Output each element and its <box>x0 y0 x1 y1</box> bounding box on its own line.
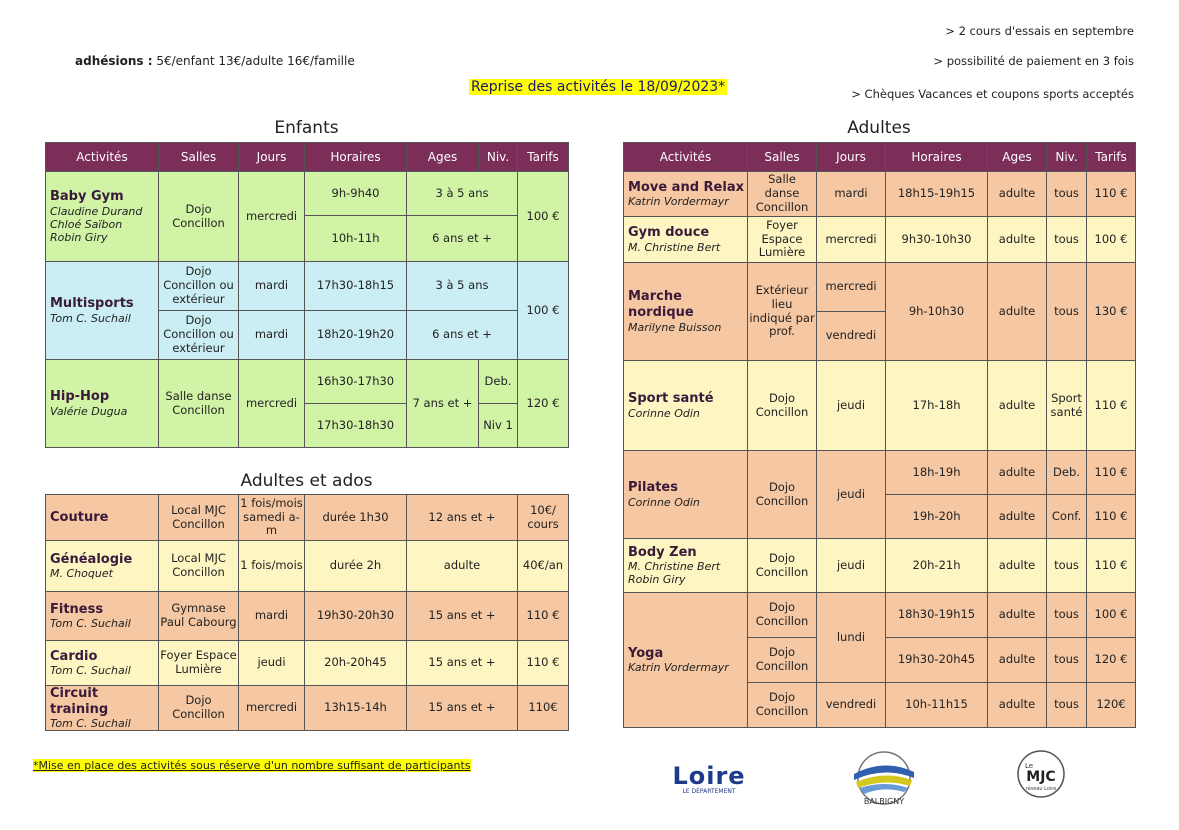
salle-cell: Dojo Concillon <box>748 539 817 593</box>
age-cell: adulte <box>407 541 518 592</box>
activity-persons: Tom C. Suchail <box>50 717 131 731</box>
age-cell: 3 à 5 ans <box>407 262 518 311</box>
ados-title: Adultes et ados <box>240 471 373 491</box>
col-tarifs: Tarifs <box>1087 143 1136 172</box>
activity-cell <box>46 172 159 262</box>
activity-name: Circuit training <box>50 686 109 717</box>
activity-cell <box>46 495 159 541</box>
age-cell: 15 ans et + <box>407 641 518 686</box>
mjc-logo-text: MJC <box>1026 769 1056 785</box>
reprise-banner: Reprise des activités le 18/09/2023* <box>471 79 726 95</box>
mjc-logo-le: Le <box>1025 762 1034 770</box>
horaire-cell: 13h15-14h <box>305 686 407 731</box>
horaire-cell: 18h15-19h15 <box>886 172 988 217</box>
age-cell: adulte <box>988 638 1047 683</box>
horaire-cell: 10h-11h <box>305 216 407 262</box>
tarif-cell: 110 € <box>1087 539 1136 593</box>
jour-cell: jeudi <box>817 361 886 451</box>
age-cell: adulte <box>988 451 1047 495</box>
col-activites: Activités <box>624 143 748 172</box>
balbigny-logo-wave-lightblue <box>860 784 908 794</box>
tarif-cell: 40€/an <box>518 541 569 592</box>
tarif-cell: 130 € <box>1087 263 1136 361</box>
horaire-cell: 17h30-18h15 <box>305 262 407 311</box>
salle-cell: Local MJC Concillon <box>159 541 239 592</box>
col-ages: Ages <box>407 143 479 172</box>
salle-cell: Dojo Concillon ou extérieur <box>159 262 239 311</box>
activity-persons: Claudine Durand Chloé Saïbon Robin Giry <box>50 204 143 244</box>
activity-persons: Tom C. Suchail <box>50 311 131 325</box>
activity-name: Cardio <box>50 648 98 664</box>
niv-cell: tous <box>1047 217 1087 263</box>
tarif-cell: 100 € <box>518 172 569 262</box>
niv-cell: tous <box>1047 683 1087 728</box>
col-jours: Jours <box>817 143 886 172</box>
age-cell: adulte <box>988 172 1047 217</box>
jour-cell: mardi <box>239 592 305 641</box>
activity-name: Généalogie <box>50 551 133 567</box>
age-cell: 3 à 5 ans <box>407 172 518 216</box>
table-row <box>46 641 569 686</box>
table-row <box>624 361 1136 451</box>
table-row <box>46 495 569 541</box>
ados-table <box>45 494 569 731</box>
mjc-logo <box>1010 748 1072 800</box>
activity-name: Baby Gym <box>50 188 124 204</box>
niv-cell: Deb. <box>479 360 518 404</box>
salle-cell: Extérieur lieu indiqué par prof. <box>748 263 817 361</box>
salle-cell: Dojo Concillon <box>748 451 817 539</box>
activity-name: Pilates <box>628 480 678 496</box>
niv-cell: tous <box>1047 539 1087 593</box>
salle-cell: Gymnase Paul Cabourg <box>159 592 239 641</box>
horaire-cell: 18h30-19h15 <box>886 593 988 638</box>
age-cell: 15 ans et + <box>407 686 518 731</box>
jour-cell: jeudi <box>239 641 305 686</box>
salle-cell: Local MJC Concillon <box>159 495 239 541</box>
niv-cell: tous <box>1047 593 1087 638</box>
tarif-cell: 100 € <box>518 262 569 360</box>
activity-cell <box>46 360 159 448</box>
jour-cell: jeudi <box>817 539 886 593</box>
tarif-cell: 100 € <box>1087 217 1136 263</box>
niv-cell: Sport santé <box>1047 361 1087 451</box>
horaire-cell: 20h-20h45 <box>305 641 407 686</box>
activity-name: Move and Relax <box>628 179 744 195</box>
tarif-cell: 110 € <box>518 592 569 641</box>
horaire-cell: 9h30-10h30 <box>886 217 988 263</box>
table-row <box>46 360 569 404</box>
activity-persons: M. Christine Bert <box>628 240 721 254</box>
col-tarifs: Tarifs <box>518 143 569 172</box>
col-horaires: Horaires <box>886 143 988 172</box>
tarif-cell: 120 € <box>518 360 569 448</box>
activity-cell <box>624 539 748 593</box>
tarif-cell: 100 € <box>1087 593 1136 638</box>
horaire-cell: 19h30-20h45 <box>886 638 988 683</box>
col-activites: Activités <box>46 143 159 172</box>
age-cell: adulte <box>988 263 1047 361</box>
niv-cell: tous <box>1047 172 1087 217</box>
tarif-cell: 110 € <box>1087 172 1136 217</box>
age-cell: adulte <box>988 683 1047 728</box>
salle-cell: Foyer Espace Lumière <box>748 217 817 263</box>
col-jours: Jours <box>239 143 305 172</box>
jour-cell: lundi <box>817 593 886 683</box>
salle-cell: Dojo Concillon <box>748 683 817 728</box>
balbigny-logo <box>836 748 932 808</box>
activity-cell <box>46 686 159 731</box>
note-essais: > 2 cours d'essais en septembre <box>945 24 1134 38</box>
salle-cell: Dojo Concillon ou extérieur <box>159 311 239 360</box>
jour-cell: mercredi <box>817 263 886 312</box>
age-cell: 6 ans et + <box>407 216 518 262</box>
loire-logo <box>668 764 750 796</box>
footnote: *Mise en place des activités sous réserve d'un nombre suffisant de participants <box>33 759 471 772</box>
jour-cell: vendredi <box>817 683 886 728</box>
horaire-cell: 18h20-19h20 <box>305 311 407 360</box>
col-salles: Salles <box>159 143 239 172</box>
salle-cell: Dojo Concillon <box>159 172 239 262</box>
tarif-cell: 110€ <box>518 686 569 731</box>
horaire-cell: 20h-21h <box>886 539 988 593</box>
activity-persons: Tom C. Suchail <box>50 617 131 631</box>
niv-cell: tous <box>1047 638 1087 683</box>
activity-name: Yoga <box>628 645 664 661</box>
jour-cell: mercredi <box>239 172 305 262</box>
age-cell: adulte <box>988 495 1047 539</box>
table-row <box>46 541 569 592</box>
adultes-header <box>624 143 1136 172</box>
activity-name: Couture <box>50 509 109 525</box>
horaire-cell: durée 1h30 <box>305 495 407 541</box>
table-row <box>624 217 1136 263</box>
tarif-cell: 120€ <box>1087 683 1136 728</box>
horaire-cell: durée 2h <box>305 541 407 592</box>
tarif-cell: 10€/ cours <box>518 495 569 541</box>
adhesions-text: 5€/enfant 13€/adulte 16€/famille <box>156 54 355 68</box>
activity-persons: Katrin Vordermayr <box>628 195 729 209</box>
jour-cell: mardi <box>239 311 305 360</box>
activity-persons: Katrin Vordermayr <box>628 661 729 675</box>
adhesions <box>75 54 355 68</box>
table-row <box>46 592 569 641</box>
table-row <box>46 172 569 216</box>
niv-cell: Deb. <box>1047 451 1087 495</box>
jour-cell: vendredi <box>817 312 886 361</box>
jour-cell: mercredi <box>239 360 305 448</box>
activity-name: Marche nordique <box>628 289 694 320</box>
age-cell: adulte <box>988 361 1047 451</box>
tarif-cell: 110 € <box>1087 495 1136 539</box>
activity-cell <box>624 263 748 361</box>
mjc-logo-sub: réseau Loire <box>1025 786 1057 792</box>
loire-logo-sub: LE DÉPARTEMENT <box>682 788 736 795</box>
activity-persons: Tom C. Suchail <box>50 664 131 678</box>
activity-persons: M. Choquet <box>50 567 113 581</box>
tarif-cell: 110 € <box>1087 451 1136 495</box>
activity-cell <box>46 641 159 686</box>
enfants-header <box>46 143 569 172</box>
tarif-cell: 110 € <box>1087 361 1136 451</box>
activity-cell <box>624 217 748 263</box>
enfants-title: Enfants <box>274 118 339 138</box>
niv-cell: tous <box>1047 263 1087 361</box>
age-cell: 15 ans et + <box>407 592 518 641</box>
horaire-cell: 10h-11h15 <box>886 683 988 728</box>
salle-cell: Salle danse Concillon <box>159 360 239 448</box>
horaire-cell: 19h-20h <box>886 495 988 539</box>
table-row <box>624 593 1136 638</box>
activity-persons: Corinne Odin <box>628 406 700 420</box>
niv-cell: Niv 1 <box>479 404 518 448</box>
salle-cell: Foyer Espace Lumière <box>159 641 239 686</box>
table-row <box>46 686 569 731</box>
horaire-cell: 9h-9h40 <box>305 172 407 216</box>
enfants-table <box>45 142 569 448</box>
activity-persons: Valérie Dugua <box>50 404 128 418</box>
age-cell: 12 ans et + <box>407 495 518 541</box>
salle-cell: Dojo Concillon <box>748 593 817 638</box>
activity-cell <box>624 593 748 728</box>
jour-cell: mercredi <box>817 217 886 263</box>
loire-logo-text: Loire <box>672 762 746 790</box>
activity-cell <box>46 592 159 641</box>
horaire-cell: 16h30-17h30 <box>305 360 407 404</box>
jour-cell: mercredi <box>239 686 305 731</box>
activity-cell <box>624 451 748 539</box>
jour-cell: mardi <box>239 262 305 311</box>
activity-name: Fitness <box>50 601 104 617</box>
age-cell: adulte <box>988 539 1047 593</box>
activity-name: Multisports <box>50 296 134 312</box>
col-horaires: Horaires <box>305 143 407 172</box>
activity-name: Hip-Hop <box>50 389 110 405</box>
horaire-cell: 9h-10h30 <box>886 263 988 361</box>
col-niv: Niv. <box>1047 143 1087 172</box>
age-cell: 7 ans et + <box>407 360 479 448</box>
balbigny-logo-text: BALBIGNY <box>863 797 905 806</box>
table-row <box>624 539 1136 593</box>
niv-cell: Conf. <box>1047 495 1087 539</box>
salle-cell: Dojo Concillon <box>159 686 239 731</box>
age-cell: 6 ans et + <box>407 311 518 360</box>
jour-cell: jeudi <box>817 451 886 539</box>
table-row <box>46 262 569 311</box>
adultes-table <box>623 142 1136 728</box>
activity-persons: M. Christine Bert Robin Giry <box>628 560 721 587</box>
age-cell: adulte <box>988 217 1047 263</box>
col-niv: Niv. <box>479 143 518 172</box>
horaire-cell: 17h30-18h30 <box>305 404 407 448</box>
horaire-cell: 17h-18h <box>886 361 988 451</box>
col-salles: Salles <box>748 143 817 172</box>
adhesions-label: adhésions : <box>75 54 153 68</box>
jour-cell: 1 fois/mois samedi a-m <box>239 495 305 541</box>
horaire-cell: 19h30-20h30 <box>305 592 407 641</box>
note-paiement: > possibilité de paiement en 3 fois <box>933 54 1134 68</box>
table-row <box>624 172 1136 217</box>
salle-cell: Salle danse Concillon <box>748 172 817 217</box>
jour-cell: 1 fois/mois <box>239 541 305 592</box>
table-row <box>624 451 1136 495</box>
table-row <box>624 263 1136 312</box>
tarif-cell: 120 € <box>1087 638 1136 683</box>
activity-name: Gym douce <box>628 225 710 241</box>
activity-name: Body Zen <box>628 544 697 560</box>
jour-cell: mardi <box>817 172 886 217</box>
activity-cell <box>46 262 159 360</box>
age-cell: adulte <box>988 593 1047 638</box>
horaire-cell: 18h-19h <box>886 451 988 495</box>
activity-cell <box>624 172 748 217</box>
activity-persons: Corinne Odin <box>628 495 700 509</box>
note-cheques: > Chèques Vacances et coupons sports acceptés <box>851 87 1134 101</box>
tarif-cell: 110 € <box>518 641 569 686</box>
activity-persons: Marilyne Buisson <box>628 320 722 334</box>
col-ages: Ages <box>988 143 1047 172</box>
salle-cell: Dojo Concillon <box>748 638 817 683</box>
activity-cell <box>624 361 748 451</box>
activity-cell <box>46 541 159 592</box>
activity-name: Sport santé <box>628 391 714 407</box>
adultes-title: Adultes <box>847 118 911 138</box>
salle-cell: Dojo Concillon <box>748 361 817 451</box>
